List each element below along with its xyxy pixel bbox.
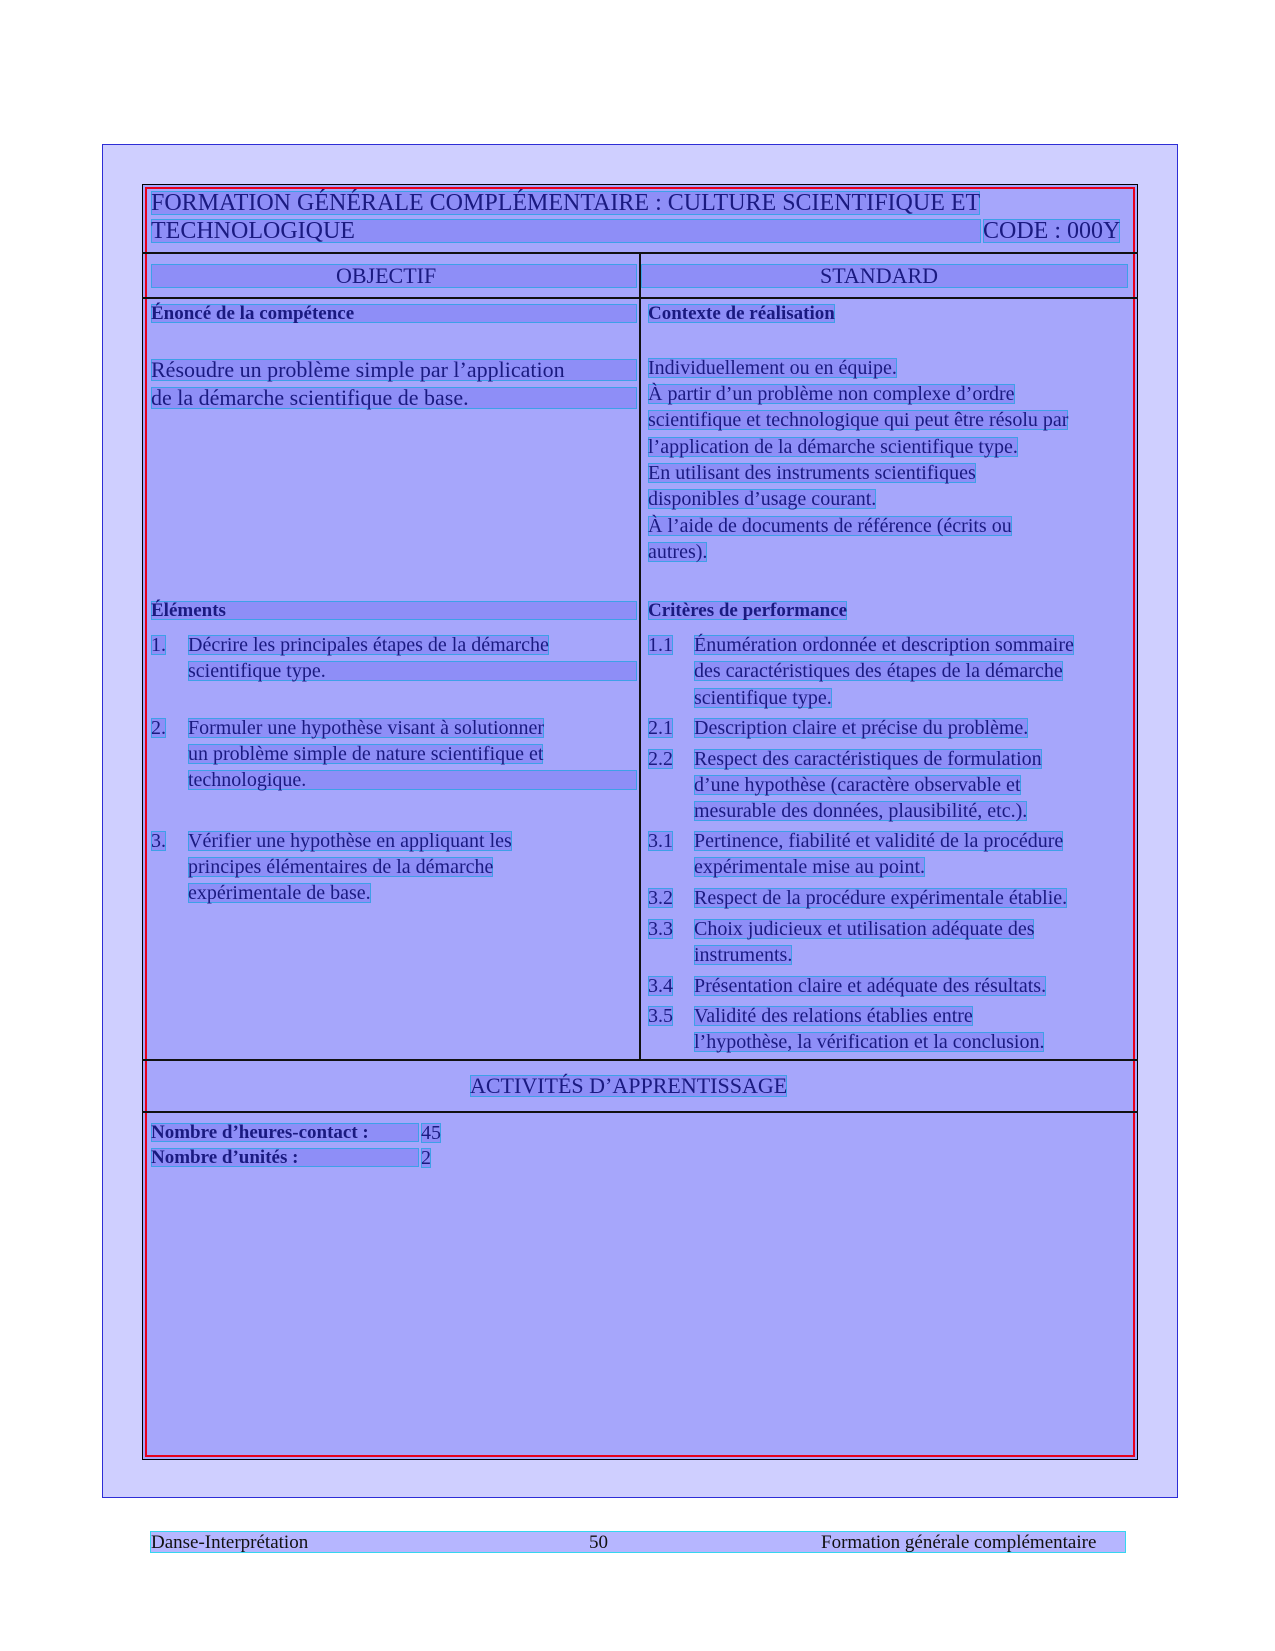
heures-value: 45	[421, 1122, 441, 1144]
critere-number: 3.5	[648, 1005, 673, 1027]
contexte-line: En utilisant des instruments scientifiques	[648, 462, 976, 484]
element-line: Décrire les principales étapes de la démarche	[188, 634, 549, 656]
contexte-line: autres).	[648, 541, 708, 563]
activites-heading: ACTIVITÉS D’APPRENTISSAGE	[470, 1073, 788, 1098]
footer-program: Danse-Interprétation	[151, 1532, 309, 1553]
critere-number: 1.1	[648, 634, 673, 656]
column-header-standard	[641, 264, 1128, 288]
competence-line-1: Résoudre un problème simple par l’application	[151, 359, 637, 381]
footer-page-number: 50	[589, 1532, 608, 1553]
element-line: technologique.	[188, 770, 637, 790]
column-divider	[639, 252, 641, 1060]
element-line: Formuler une hypothèse visant à solutionner	[188, 717, 545, 739]
element-line: Vérifier une hypothèse en appliquant les	[188, 830, 512, 852]
critere-number: 2.1	[648, 717, 673, 739]
critere-line: d’une hypothèse (caractère observable et	[694, 774, 1021, 796]
critere-line: Description claire et précise du problème.	[694, 717, 1029, 739]
element-line: scientifique type.	[188, 661, 637, 681]
critere-line: Énumération ordonnée et description sommaire	[694, 634, 1074, 656]
critere-number: 3.3	[648, 918, 673, 940]
critere-line: des caractéristiques des étapes de la démarche	[694, 660, 1063, 682]
standard-label: STANDARD	[820, 263, 939, 288]
critere-line: expérimentale mise au point.	[694, 856, 926, 878]
element-number: 2.	[151, 717, 166, 739]
rule-under-activities	[142, 1111, 1138, 1113]
unites-label: Nombre d’unités :	[151, 1148, 419, 1167]
element-line: expérimentale de base.	[188, 882, 371, 904]
critere-number: 2.2	[648, 748, 673, 770]
elements-heading: Éléments	[151, 601, 637, 620]
element-line: un problème simple de nature scientifique et	[188, 743, 544, 765]
critere-line: Respect des caractéristiques de formulation	[694, 748, 1042, 770]
rule-above-activities	[142, 1059, 1138, 1061]
competence-heading: Énoncé de la compétence	[151, 304, 637, 323]
column-header-objectif	[151, 264, 637, 288]
contexte-line: l’application de la démarche scientifique type.	[648, 436, 1018, 458]
critere-line: scientifique type.	[694, 687, 832, 709]
course-code: CODE : 000Y	[983, 218, 1121, 244]
contexte-heading: Contexte de réalisation	[648, 303, 835, 324]
critere-line: Choix judicieux et utilisation adéquate des	[694, 918, 1035, 940]
footer-section: Formation générale complémentaire	[821, 1532, 1097, 1553]
critere-number: 3.1	[648, 830, 673, 852]
contexte-line: disponibles d’usage courant.	[648, 488, 877, 510]
objectif-label: OBJECTIF	[336, 263, 437, 288]
contexte-line: À partir d’un problème non complexe d’ordre	[648, 383, 1015, 405]
critere-line: l’hypothèse, la vérification et la conclusion.	[694, 1031, 1045, 1053]
criteres-heading: Critères de performance	[648, 600, 848, 621]
element-number: 3.	[151, 830, 166, 852]
unites-value: 2	[421, 1147, 431, 1169]
contexte-line: À l’aide de documents de référence (écrits ou	[648, 515, 1012, 537]
critere-line: Validité des relations établies entre	[694, 1005, 973, 1027]
critere-line: mesurable des données, plausibilité, etc.).	[694, 800, 1028, 822]
critere-line: Présentation claire et adéquate des résultats.	[694, 975, 1047, 997]
contexte-line: Individuellement ou en équipe.	[648, 357, 897, 379]
title-line-1: FORMATION GÉNÉRALE COMPLÉMENTAIRE : CULTURE SCIENTIFIQUE ET	[151, 190, 981, 216]
critere-line: instruments.	[694, 944, 793, 966]
competence-line-2: de la démarche scientifique de base.	[151, 387, 637, 409]
title-line-2: TECHNOLOGIQUE	[151, 219, 981, 243]
critere-number: 3.4	[648, 975, 673, 997]
contexte-line: scientifique et technologique qui peut être résolu par	[648, 409, 1069, 431]
heures-label: Nombre d’heures-contact :	[151, 1123, 419, 1142]
element-number: 1.	[151, 634, 166, 656]
critere-number: 3.2	[648, 887, 673, 909]
element-line: principes élémentaires de la démarche	[188, 856, 494, 878]
critere-line: Respect de la procédure expérimentale établie.	[694, 887, 1068, 909]
critere-line: Pertinence, fiabilité et validité de la procédure	[694, 830, 1064, 852]
